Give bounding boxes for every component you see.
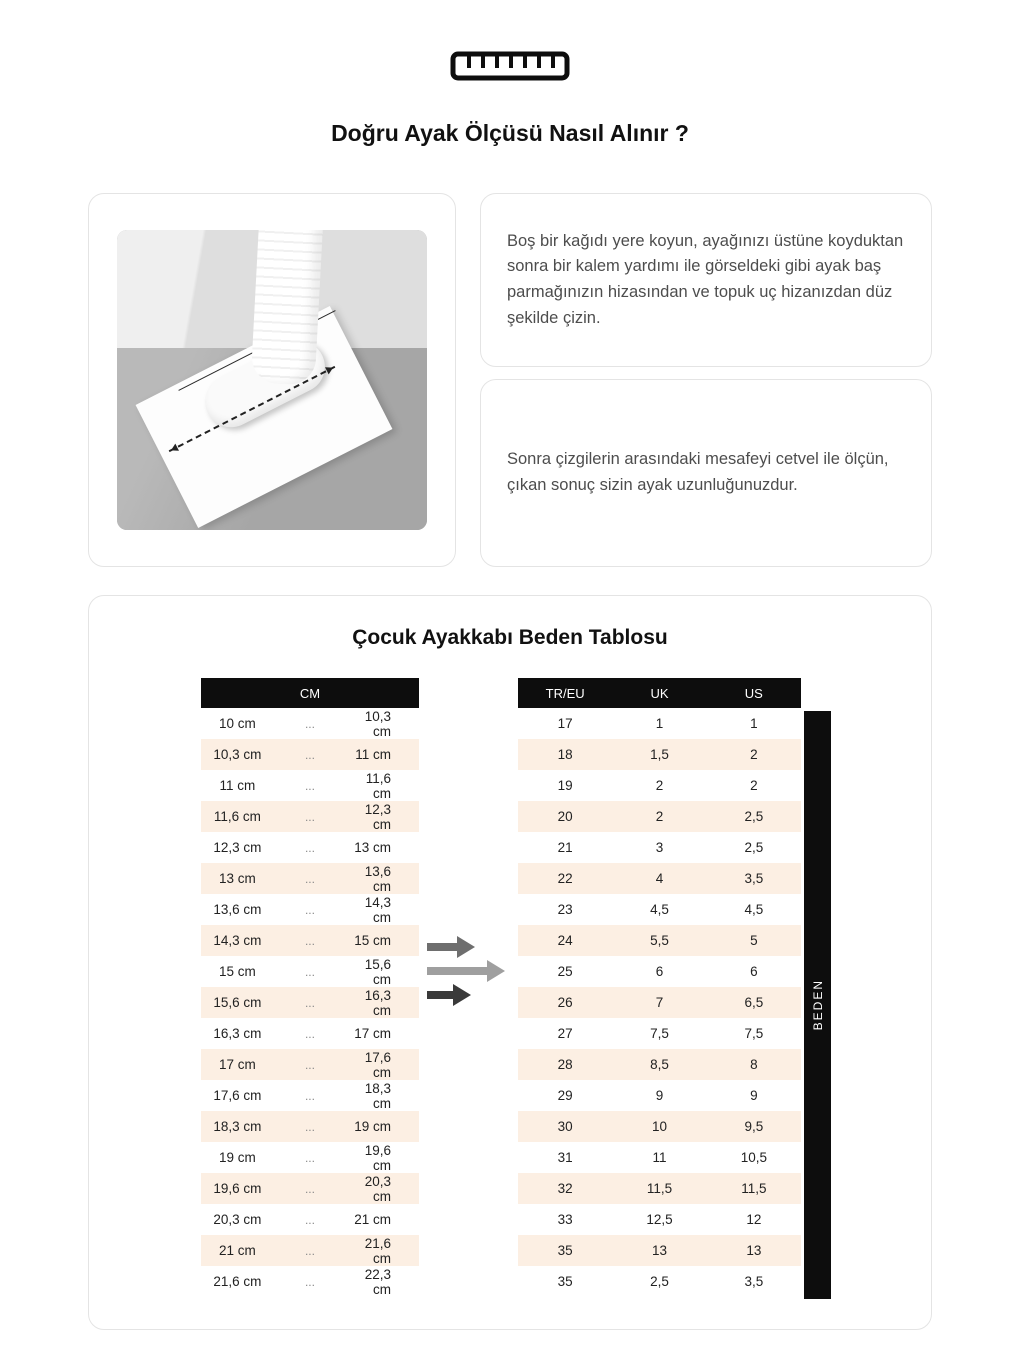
us-value: 7,5 <box>744 1026 764 1041</box>
conversion-table-row <box>518 1235 801 1266</box>
cm-to-value: 18,3 cm <box>364 1080 391 1111</box>
tr-eu-value: 27 <box>557 1026 573 1041</box>
conversion-table-row <box>518 863 801 894</box>
cm-to-value: 17,6 cm <box>346 1049 419 1080</box>
us-value: 13 <box>707 1235 801 1266</box>
foot-measure-photo-card <box>88 193 456 567</box>
cm-to-value: 13,6 cm <box>346 863 419 894</box>
col-header-uk: UK <box>612 678 706 708</box>
tr-eu-value: 22 <box>518 863 612 894</box>
size-conversion-table <box>518 678 801 1297</box>
us-value: 10,5 <box>740 1150 767 1165</box>
tr-eu-value: 33 <box>557 1212 573 1227</box>
uk-value: 2 <box>612 801 706 832</box>
range-dots: ... <box>274 925 347 956</box>
col-header-tr-eu: TR/EU <box>518 678 612 708</box>
cm-to-value: 13 cm <box>354 840 391 855</box>
cm-from-value: 10 cm <box>218 716 256 731</box>
cm-from-value: 13,6 cm <box>213 902 262 917</box>
us-value: 3,5 <box>707 863 801 894</box>
uk-value: 4,5 <box>650 902 669 917</box>
tr-eu-value: 24 <box>518 925 612 956</box>
cm-from-value: 12,3 cm <box>213 840 262 855</box>
conversion-table-body <box>518 708 801 1297</box>
cm-to-value: 16,3 cm <box>346 987 419 1018</box>
cm-table-row <box>201 770 419 801</box>
range-dots: ... <box>274 1049 347 1080</box>
conversion-table-row <box>518 987 801 1018</box>
tr-eu-value: 21 <box>557 840 573 855</box>
arrows-svg <box>425 933 511 1009</box>
cm-from-value: 15 cm <box>218 964 256 979</box>
cm-to-value: 21 cm <box>354 1212 391 1227</box>
range-dots: ... <box>304 1212 315 1227</box>
conversion-table-row <box>518 1204 801 1235</box>
us-value: 9,5 <box>707 1111 801 1142</box>
conversion-header-row <box>518 678 801 708</box>
conversion-table-row <box>518 925 801 956</box>
cm-header-row <box>201 678 419 708</box>
range-dots: ... <box>274 987 347 1018</box>
us-value: 3,5 <box>744 1274 764 1289</box>
us-value: 9 <box>750 1088 758 1103</box>
us-value: 4,5 <box>744 902 764 917</box>
cm-from-value: 11,6 cm <box>201 801 274 832</box>
tr-eu-value: 25 <box>557 964 573 979</box>
ruler-icon-svg <box>450 50 570 82</box>
cm-to-value: 19,6 cm <box>364 1142 391 1173</box>
range-dots: ... <box>304 716 315 731</box>
uk-value: 2,5 <box>650 1274 669 1289</box>
cm-to-value: 20,3 cm <box>346 1173 419 1204</box>
range-dots: ... <box>304 902 315 917</box>
uk-value: 8,5 <box>612 1049 706 1080</box>
conversion-table-row <box>518 956 801 987</box>
uk-value: 1 <box>655 716 664 731</box>
cm-table-row <box>201 1111 419 1142</box>
range-dots: ... <box>274 1173 347 1204</box>
uk-value: 13 <box>612 1235 706 1266</box>
tr-eu-value: 28 <box>518 1049 612 1080</box>
conversion-table-row <box>518 832 801 863</box>
instruction-section <box>88 193 932 567</box>
cm-table-row <box>201 832 419 863</box>
instruction-text-2: Sonra çizgilerin arasındaki mesafeyi cetvel ile ölçün, çıkan sonuç sizin ayak uzunluğunuzdur. <box>507 450 889 494</box>
cm-from-value: 14,3 cm <box>201 925 274 956</box>
range-dots: ... <box>304 840 315 855</box>
cm-table-row <box>201 801 419 832</box>
photo-sock-leg <box>251 230 324 386</box>
cm-to-value: 15,6 cm <box>364 956 391 987</box>
cm-to-value: 12,3 cm <box>346 801 419 832</box>
uk-value: 12,5 <box>646 1212 673 1227</box>
cm-from-value: 15,6 cm <box>201 987 274 1018</box>
conversion-table-row <box>518 1266 801 1297</box>
cm-to-value: 11,6 cm <box>365 770 391 801</box>
cm-to-value: 19 cm <box>346 1111 419 1142</box>
uk-value: 5,5 <box>612 925 706 956</box>
range-dots: ... <box>304 964 315 979</box>
conversion-table-row <box>518 1080 801 1111</box>
uk-value: 11 <box>652 1150 667 1165</box>
cm-to-value: 10,3 cm <box>364 708 391 739</box>
cm-from-value: 17 cm <box>201 1049 274 1080</box>
range-dots: ... <box>274 739 347 770</box>
cm-table-row <box>201 739 419 770</box>
cm-table-row <box>201 894 419 925</box>
cm-to-value: 22,3 cm <box>364 1266 391 1297</box>
uk-value: 7,5 <box>650 1026 669 1041</box>
foot-measure-photo <box>117 230 427 530</box>
conversion-table-row <box>518 1142 801 1173</box>
us-value: 2 <box>750 778 758 793</box>
cm-table-row <box>201 987 419 1018</box>
ruler-icon <box>0 50 1020 82</box>
range-dots: ... <box>274 801 347 832</box>
uk-value: 2 <box>655 778 664 793</box>
instruction-card-1 <box>480 193 932 367</box>
tr-eu-value: 18 <box>518 739 612 770</box>
size-table-title: Çocuk Ayakkabı Beden Tablosu <box>352 626 668 649</box>
instruction-text-column <box>480 193 932 567</box>
uk-value: 10 <box>612 1111 706 1142</box>
cm-from-value: 21 cm <box>201 1235 274 1266</box>
range-dots: ... <box>304 778 315 793</box>
cm-to-value: 17 cm <box>354 1026 391 1041</box>
tr-eu-value: 20 <box>518 801 612 832</box>
conversion-table-row <box>518 1111 801 1142</box>
cm-table-row <box>201 925 419 956</box>
range-dots: ... <box>274 863 347 894</box>
cm-to-value: 21,6 cm <box>346 1235 419 1266</box>
conversion-arrows-icon <box>425 933 511 1009</box>
cm-to-value: 14,3 cm <box>364 894 391 925</box>
cm-table-row <box>201 1266 419 1297</box>
range-dots: ... <box>304 1274 315 1289</box>
cm-table-row <box>201 1235 419 1266</box>
size-table-card <box>88 595 932 1330</box>
us-value: 2,5 <box>707 801 801 832</box>
cm-to-value: 11 cm <box>346 739 419 770</box>
us-value: 6 <box>750 964 758 979</box>
conversion-table-row <box>518 770 801 801</box>
uk-value: 11,5 <box>612 1173 706 1204</box>
page-title: Doğru Ayak Ölçüsü Nasıl Alınır ? <box>331 120 689 146</box>
uk-value: 9 <box>655 1088 664 1103</box>
us-value: 11,5 <box>707 1173 801 1204</box>
col-header-us: US <box>707 678 801 708</box>
tr-eu-value: 30 <box>518 1111 612 1142</box>
cm-from-value: 20,3 cm <box>213 1212 262 1227</box>
conversion-table-row <box>518 708 801 739</box>
tr-eu-value: 23 <box>557 902 573 917</box>
cm-from-value: 17,6 cm <box>213 1088 262 1103</box>
range-dots: ... <box>304 1150 315 1165</box>
cm-from-value: 16,3 cm <box>213 1026 262 1041</box>
instruction-text-1: Boş bir kağıdı yere koyun, ayağınızı üstüne koyduktan sonra bir kalem yardımı ile görseldeki gibi ayak baş parmağınızın hizasından ve topuk uç hizanızdan düz şekilde çizin. <box>507 231 904 327</box>
tr-eu-value: 29 <box>557 1088 573 1103</box>
cm-from-value: 11 cm <box>219 778 256 793</box>
cm-table-row <box>201 1080 419 1111</box>
cm-table-body <box>201 708 419 1297</box>
cm-table-row <box>201 956 419 987</box>
us-value: 2 <box>707 739 801 770</box>
uk-value: 3 <box>655 840 664 855</box>
tr-eu-value: 35 <box>518 1235 612 1266</box>
beden-side-bar <box>804 711 831 1299</box>
tr-eu-value: 26 <box>518 987 612 1018</box>
conversion-table-row <box>518 739 801 770</box>
uk-value: 1,5 <box>612 739 706 770</box>
cm-table-row <box>201 1142 419 1173</box>
tr-eu-value: 17 <box>557 716 573 731</box>
range-dots: ... <box>274 1235 347 1266</box>
conversion-table-row <box>518 1049 801 1080</box>
beden-label-text: BEDEN <box>810 979 825 1031</box>
cm-table-row <box>201 1049 419 1080</box>
uk-value: 7 <box>612 987 706 1018</box>
cm-table-row <box>201 1018 419 1049</box>
cm-table-row <box>201 863 419 894</box>
uk-value: 6 <box>655 964 664 979</box>
uk-value: 4 <box>612 863 706 894</box>
us-value: 5 <box>707 925 801 956</box>
us-value: 8 <box>707 1049 801 1080</box>
instruction-card-2 <box>480 379 932 567</box>
us-value: 1 <box>750 716 758 731</box>
cm-from-value: 21,6 cm <box>213 1274 262 1289</box>
cm-table-row <box>201 1204 419 1235</box>
cm-header-cell: CM <box>201 678 419 708</box>
tr-eu-value: 35 <box>557 1274 573 1289</box>
size-tables-area <box>89 678 931 1303</box>
cm-from-value: 13 cm <box>201 863 274 894</box>
cm-from-value: 19,6 cm <box>201 1173 274 1204</box>
cm-table-row <box>201 1173 419 1204</box>
tr-eu-value: 31 <box>557 1150 573 1165</box>
cm-from-value: 10,3 cm <box>201 739 274 770</box>
us-value: 2,5 <box>744 840 764 855</box>
range-dots: ... <box>274 1111 347 1142</box>
us-value: 12 <box>746 1212 762 1227</box>
us-value: 6,5 <box>707 987 801 1018</box>
conversion-table-row <box>518 1173 801 1204</box>
range-dots: ... <box>304 1026 315 1041</box>
cm-from-value: 19 cm <box>218 1150 256 1165</box>
tr-eu-value: 19 <box>557 778 573 793</box>
conversion-table-row <box>518 894 801 925</box>
cm-range-table <box>201 678 419 1297</box>
range-dots: ... <box>304 1088 315 1103</box>
cm-table-row <box>201 708 419 739</box>
conversion-table-row <box>518 1018 801 1049</box>
tr-eu-value: 32 <box>518 1173 612 1204</box>
cm-to-value: 15 cm <box>346 925 419 956</box>
cm-from-value: 18,3 cm <box>201 1111 274 1142</box>
conversion-table-row <box>518 801 801 832</box>
